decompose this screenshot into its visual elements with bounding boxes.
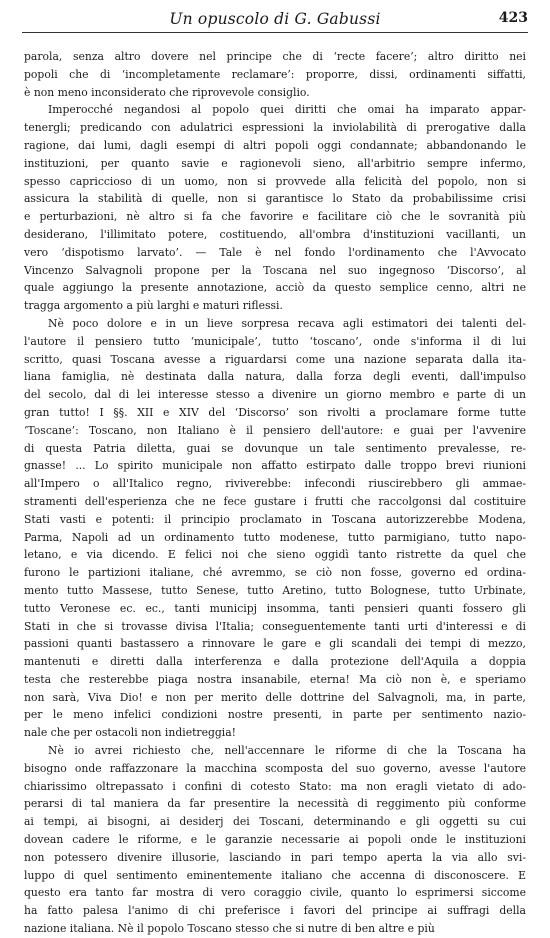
text-line: per le meno infelici condizioni nostre presenti, in parte per sentimento nazio- (24, 708, 526, 722)
text-line: Stati vasti e potenti: il principio proclamato in Toscana autorizzerebbe Modena, (24, 512, 526, 526)
text-line: assicura la stabilità di quelle, non si garantisce lo Stato da probabilissime crisi (24, 192, 526, 206)
text-line: quale aggiungo la presente annotazione, acciò da questo semplice cenno, altri ne (24, 281, 526, 295)
text-line: stramenti dell'esperienza che ne fece gustare i frutti che raccolgonsi dal costituire (24, 494, 526, 508)
text-line: gnasse! ... Lo spirito municipale non affatto estirpato dalle troppo brevi riunioni (24, 459, 526, 473)
text-line: Stati in che si trovasse divisa l'Italia; conseguentemente tanti urti d'interessi e di (24, 619, 526, 633)
text-line: all'Impero o all'Italico regno, riviverebbe: infecondi riuscirebbero gli ammae- (24, 477, 526, 491)
text-line: nazione italiana. Nè il popolo Toscano stesso che si nutre di ben altre e più (24, 922, 435, 936)
text-line: letano, e via dicendo. E felici noi che sieno oggidì tanto ristrette da quel che (24, 548, 526, 562)
paragraph (24, 101, 526, 315)
text-line: scritto, quasi Toscana avesse a riguardarsi come una nazione separata dalla ita- (24, 352, 526, 366)
text-line: ai tempi, ai bisogni, ai desiderj dei Toscani, determinando e gli oggetti su cui (24, 815, 526, 829)
text-line: tutto Veronese ec. ec., tanti municipj insomma, tanti pensieri quanti fossero gli (24, 601, 526, 615)
text-line: questo era tanto far mostra di vero coraggio civile, quanto lo esprimersi siccome (24, 886, 526, 900)
text-line: chiarissimo oltrepassato i confini di cotesto Stato: ma non eragli vietato di ado- (24, 779, 526, 793)
paragraph (24, 48, 526, 101)
text-line: non potessero divenire illusorie, lasciando in pari tempo aperta la via allo svi- (24, 850, 526, 864)
text-line: di questa Patria diletta, guai se dovunque un tale sentimento prevalesse, re- (24, 441, 526, 455)
text-line: parola, senza altro dovere nel principe che di ‘recte facere’; altro diritto nei (24, 50, 526, 63)
text-line: passioni quanti bastassero a rinnovare le gare e gli scandali dei tempi di mezzo, (24, 637, 526, 651)
text-line: tenergli; predicando con adulatrici espressioni la inviolabilità di prerogative dalla (24, 121, 526, 135)
text-line: desiderano, l'illimitato potere, costituendo, all'ombra d'instituzioni vacillanti, un (24, 227, 526, 241)
text-line: spesso capriccioso di un uomo, non si provvede alla felicità del popolo, non si (24, 174, 526, 188)
text-line: ‘Toscane’: Toscano, non Italiano è il pensiero dell'autore: e guai per l'avvenire (24, 423, 526, 437)
text-line: testa che resterebbe piaga nostra insanabile, eterna! Ma ciò non è, e speriamo (24, 672, 526, 686)
text-line: luppo di quel sentimento eminentemente italiano che accenna di disconoscere. E (24, 868, 526, 882)
text-line: mento tutto Massese, tutto Senese, tutto Aretino, tutto Bolognese, tutto Urbinate, (24, 583, 526, 597)
page-number: 423 (498, 10, 528, 26)
text-line: ha fatto palesa l'animo di chi preferisce i favori del principe ai suffragi della (24, 904, 526, 918)
text-line: l'autore il pensiero tutto ‘municipale’, tutto ‘toscano’, onde s'informa il di lui (24, 334, 526, 348)
text-line: dovean cadere le riforme, e le garanzie necessarie ai popoli onde le instituzioni (24, 833, 526, 847)
text-line: Parma, Napoli ad un ordinamento tutto modenese, tutto parmigiano, tutto napo- (24, 530, 526, 544)
text-line: bisogno onde raffazzonare la macchina scomposta del suo governo, avesse l'autore (24, 761, 526, 775)
paragraph (24, 742, 526, 938)
page-body (24, 48, 526, 938)
text-line: vero ‘dispotismo larvato’. — Tale è nel fondo l'ordinamento che l'Avvocato (24, 245, 526, 259)
text-line: popoli che di ‘incompletamente reclamare’: proporre, dissi, ordinamenti siffatti, (24, 67, 526, 81)
text-line: tragga argomento a più larghi e maturi riflessi. (24, 299, 283, 313)
text-line: mantenuti e diretti dalla interferenza e dalla protezione dell'Aquila a doppia (24, 655, 526, 669)
text-line: liana famiglia, nè destinata dalla natura, dalla forza degli eventi, dall'impulso (24, 370, 526, 384)
text-line: gran tutto! I §§. XII e XIV del ‘Discorso’ son rivolti a proclamare forme tutte (24, 405, 526, 419)
text-line: Nè io avrei richiesto che, nell'accennare le riforme di che la Toscana ha (48, 744, 526, 758)
running-head (22, 6, 528, 33)
text-line: nale che per ostacoli non indietreggia! (24, 726, 237, 740)
text-line: non sarà, Viva Dio! e non per merito delle dottrine del Salvagnoli, ma, in parte, (24, 690, 526, 704)
running-title: Un opuscolo di G. Gabussi (169, 10, 381, 28)
text-line: Nè poco dolore e in un lieve sorpresa recava agli estimatori dei talenti del- (48, 316, 526, 330)
text-line: perarsi di tal maniera da far presentire la necessità di reggimento più conforme (24, 797, 526, 811)
paragraph (24, 315, 526, 742)
text-line: Imperocché negandosi al popolo quei diritti che omai ha imparato appar- (48, 103, 526, 117)
text-line: instituzioni, per quanto savie e ragionevoli sieno, all'arbitrio sempre infermo, (24, 156, 526, 170)
text-line: ragione, dai lumi, dagli esempi di altri popoli oggi condannate; abbandonando le (24, 138, 526, 152)
text-line: furono le partizioni italiane, ché avremmo, se ciò non fosse, governo ed ordina- (24, 566, 526, 580)
text-line: e perturbazioni, nè altro si fa che favorire e facilitare ciò che le sovranità più (24, 210, 526, 224)
text-line: del secolo, dal di lei interesse stesso a divenire un giorno membro e parte di un (24, 388, 526, 402)
text-line: è non meno inconsiderato che riprovevole consiglio. (24, 85, 310, 99)
text-line: Vincenzo Salvagnoli propone per la Toscana nel suo ingegnoso ‘Discorso’, al (24, 263, 526, 277)
